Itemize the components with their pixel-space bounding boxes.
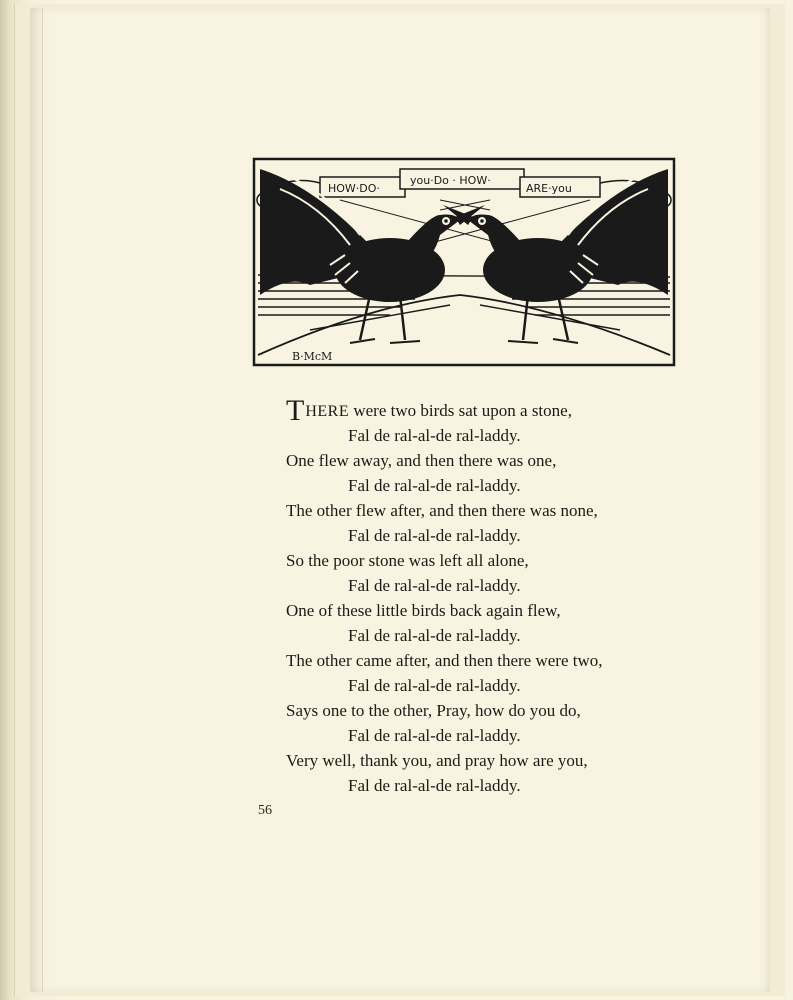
poem-line: Fal de ral-al-de ral-laddy. [348,726,521,745]
poem-line: One of these little birds back again flew, [286,601,561,620]
poem-line: Fal de ral-al-de ral-laddy. [348,476,521,495]
poem-line: The other flew after, and then there was none, [286,501,598,520]
first-line-caps: HERE [305,403,350,420]
poem-line: Fal de ral-al-de ral-laddy. [348,426,521,445]
first-line-text: were two birds sat upon a stone, [349,401,572,420]
poem-line: Fal de ral-al-de ral-laddy. [348,526,521,545]
poem-line: Very well, thank you, and pray how are you, [286,751,588,770]
artist-signature: B·McM [292,350,333,363]
poem-line: Fal de ral-al-de ral-laddy. [348,676,521,695]
poem [286,394,686,798]
poem-line: Says one to the other, Pray, how do you do, [286,701,581,720]
page-gutter [42,8,43,992]
poem-line: Fal de ral-al-de ral-laddy. [348,576,521,595]
poem-line: Fal de ral-al-de ral-laddy. [348,626,521,645]
poem-line: So the poor stone was left all alone, [286,551,529,570]
poem-line: One flew away, and then there was one, [286,451,557,470]
banner-center-text: you·Do · HOW· [410,174,491,187]
two-birds-illustration [250,155,678,369]
page-number: 56 [258,803,272,818]
poem-line: The other came after, and then there were two, [286,651,603,670]
banner-left-text: HOW·DO· [328,182,380,195]
poem-first-line [286,394,686,427]
banner-right-text: ARE·you [526,182,572,195]
poem-line: Fal de ral-al-de ral-laddy. [348,776,521,795]
drop-cap: T [286,394,305,427]
